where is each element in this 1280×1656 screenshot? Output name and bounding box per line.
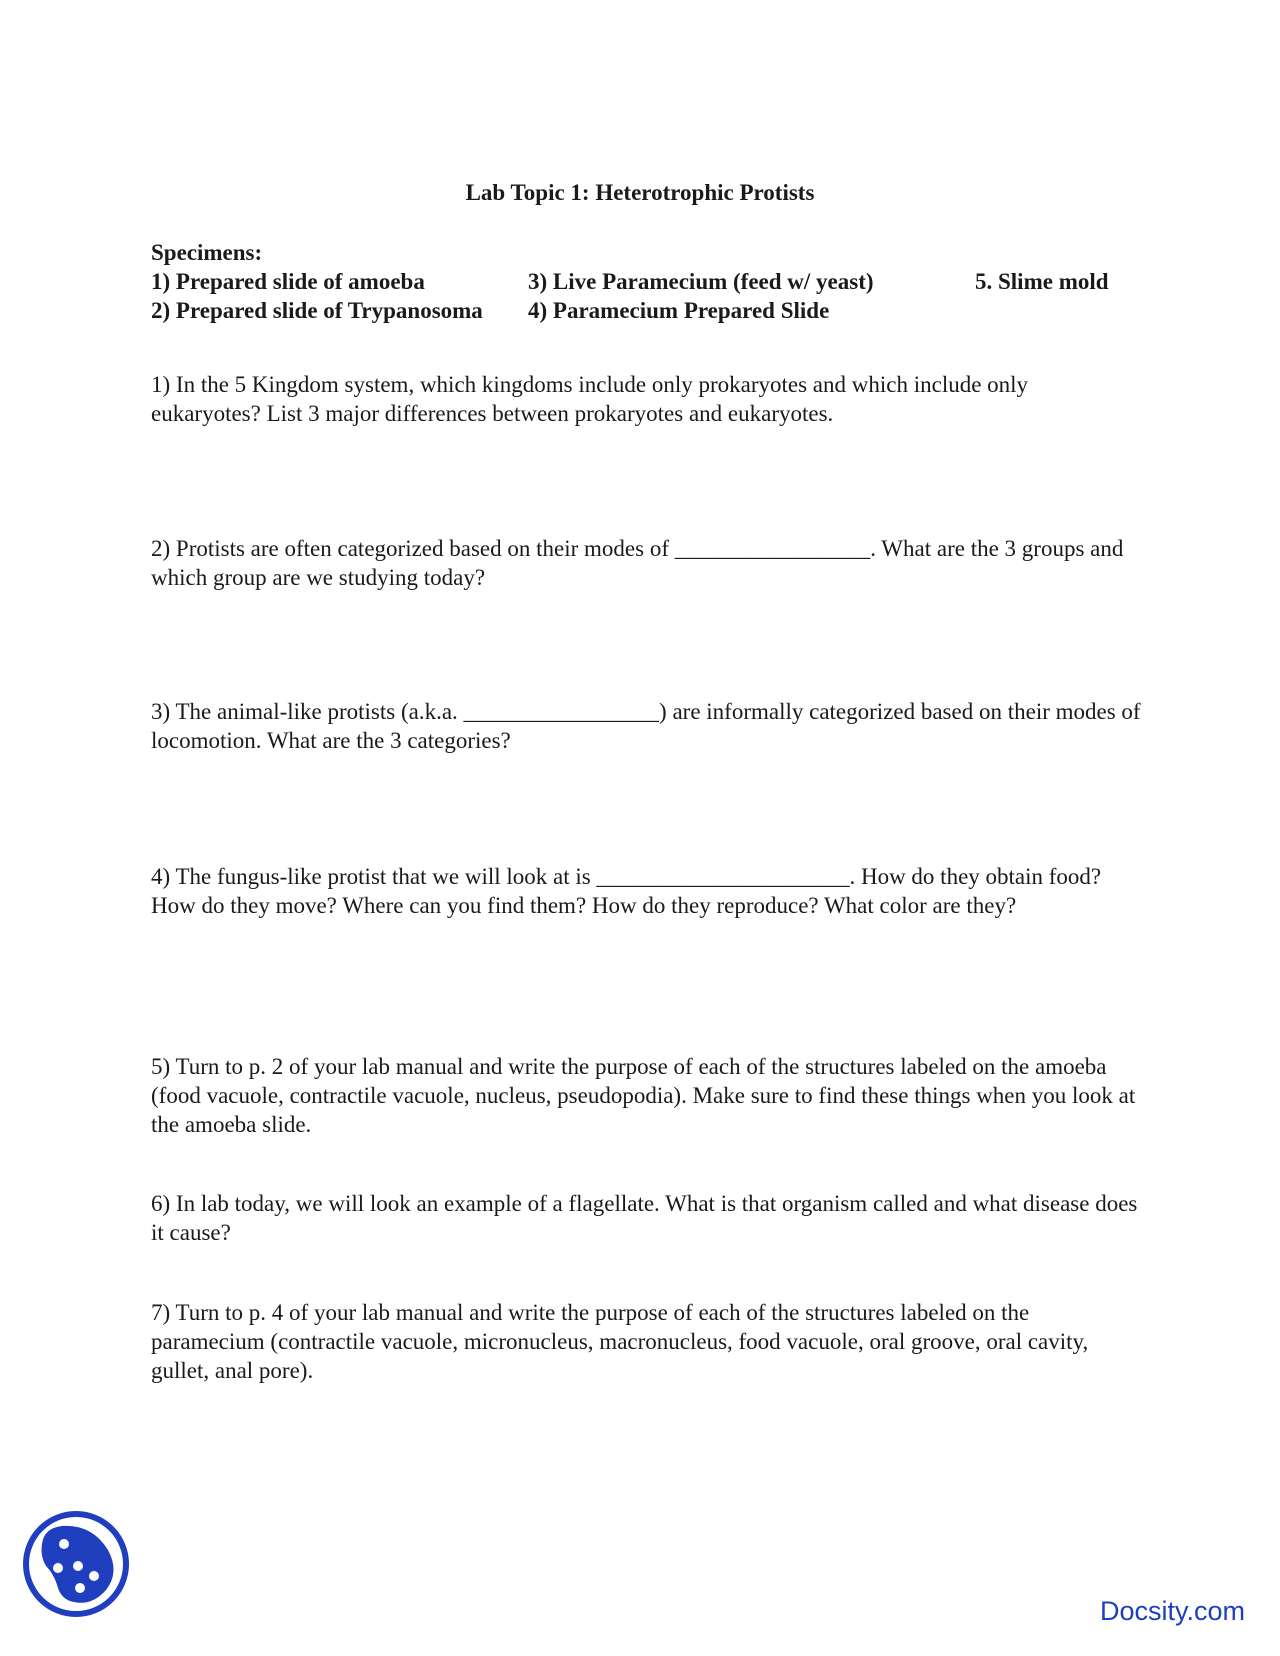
specimens-row-2 <box>151 296 1131 325</box>
question-2: 2) Protists are often categorized based on their modes of _________________. What are the 3 groups and which group are we studying today? <box>151 536 1124 590</box>
specimen-item: 3) Live Paramecium (feed w/ yeast) <box>528 269 874 294</box>
docsity-logo-icon <box>22 1510 130 1618</box>
specimen-item: 1) Prepared slide of amoeba <box>151 269 425 294</box>
specimen-item: 5. Slime mold <box>975 269 1109 294</box>
question-7: 7) Turn to p. 4 of your lab manual and write the purpose of each of the structures labeled on the paramecium (contractile vacuole, micronucleus, macronucleus, food vacuole, oral groove, oral cavity, gullet, anal pore). <box>151 1300 1089 1383</box>
specimens-row-1 <box>151 267 1131 296</box>
question-5: 5) Turn to p. 2 of your lab manual and write the purpose of each of the structures labeled on the amoeba (food vacuole, contractile vacuole, nucleus, pseudopodia). Make sure to find these things when you look at the amoeba slide. <box>151 1054 1136 1137</box>
docsity-brand-link[interactable]: Docsity.com <box>1100 1596 1246 1626</box>
page-title: Lab Topic 1: Heterotrophic Protists <box>465 180 815 205</box>
specimens-heading: Specimens: <box>151 240 263 265</box>
specimen-item: 4) Paramecium Prepared Slide <box>528 298 830 323</box>
specimens-section <box>151 238 1131 325</box>
question-3: 3) The animal-like protists (a.k.a. _________________) are informally categorized based on their modes of locomotion. What are the 3 categories? <box>151 699 1141 753</box>
question-1: 1) In the 5 Kingdom system, which kingdoms include only prokaryotes and which include only eukaryotes? List 3 major differences between prokaryotes and eukaryotes. <box>151 372 1029 426</box>
specimen-item: 2) Prepared slide of Trypanosoma <box>151 298 483 323</box>
question-6: 6) In lab today, we will look an example of a flagellate. What is that organism called and what disease does it cause? <box>151 1191 1138 1245</box>
question-4: 4) The fungus-like protist that we will look at is ______________________. How do they obtain food? How do they move? Where can you find them? How do they reproduce? What color are they? <box>151 864 1102 918</box>
